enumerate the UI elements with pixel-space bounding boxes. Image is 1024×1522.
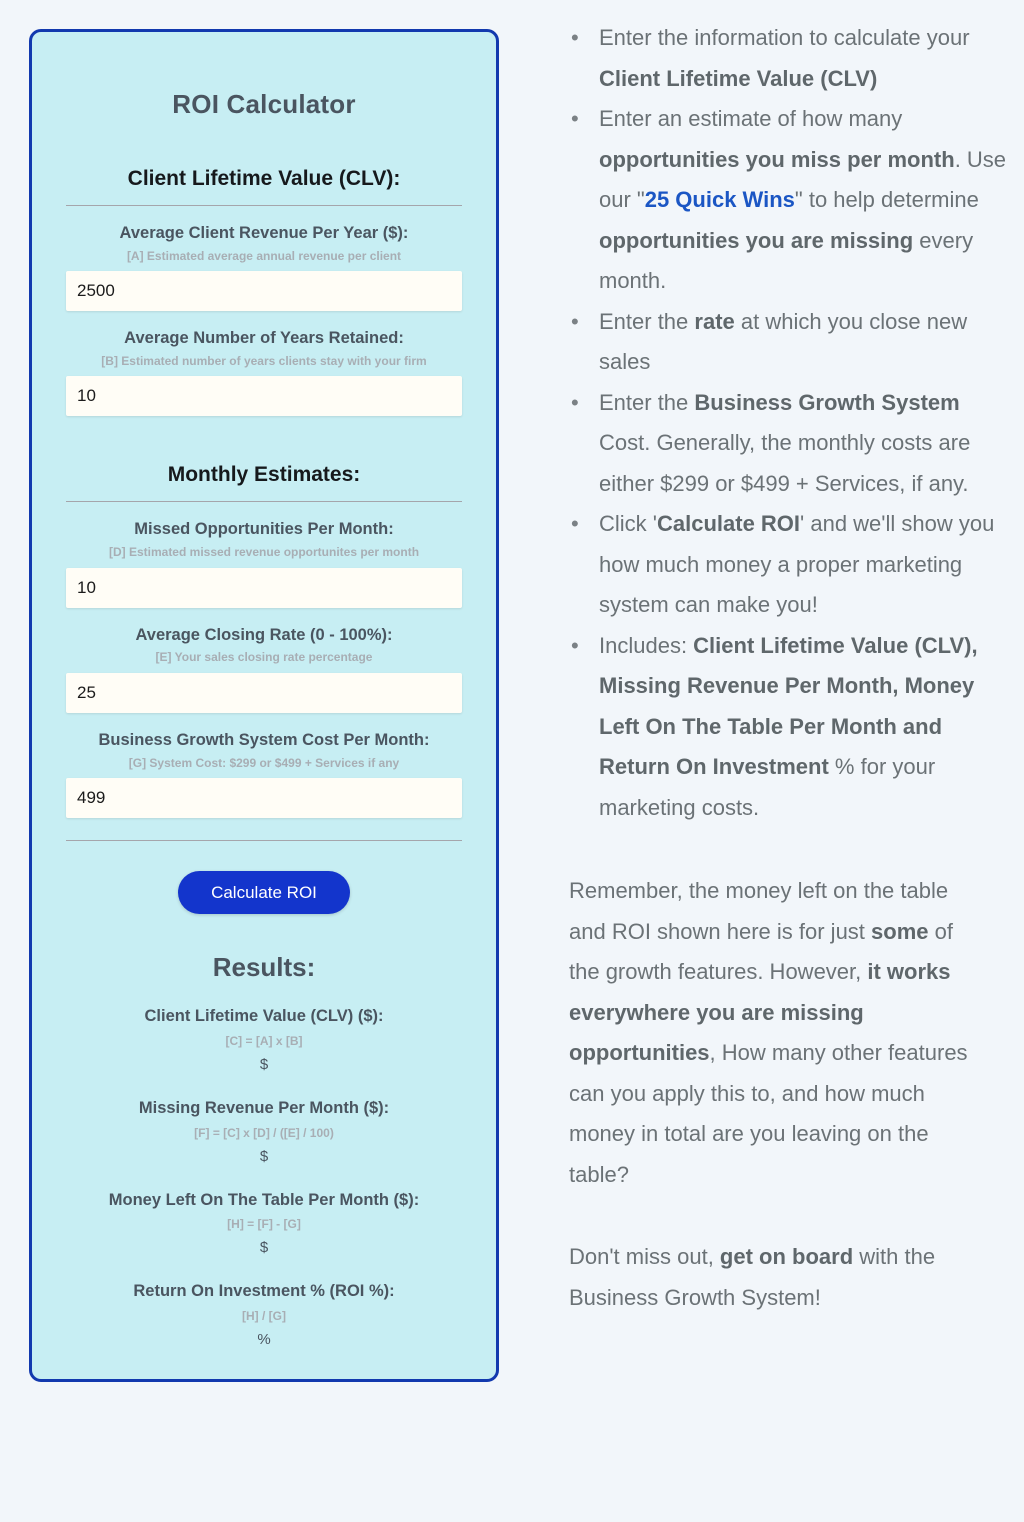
field-input[interactable] (66, 673, 462, 713)
field-input[interactable] (66, 376, 462, 416)
body-text: Enter the (599, 308, 695, 334)
body-text: Enter the information to calculate your (599, 25, 970, 50)
body-text: at which you close new sales (599, 308, 968, 374)
result-value: $ (259, 1055, 269, 1073)
emphasis-text: Client Lifetime Value (CLV) (599, 65, 878, 91)
emphasis-text: some (871, 918, 929, 944)
field-hint: [B] Estimated number of years clients stay with your firm (101, 353, 427, 368)
result-label: Client Lifetime Value (CLV) ($): (144, 1006, 384, 1025)
instruction-item (559, 18, 1014, 99)
result-value: % (257, 1331, 271, 1349)
results-title: Results: (212, 951, 316, 982)
instructions-list (529, 18, 1024, 828)
field-label: Average Client Revenue Per Year ($): (119, 224, 409, 242)
body-text: ' and we'll show you how much money a proper marketing system can make you! (599, 511, 995, 617)
body-text: Enter the (599, 389, 695, 415)
section-heading: Client Lifetime Value (CLV): (127, 167, 401, 190)
field-input[interactable] (66, 568, 462, 608)
result-value: $ (259, 1147, 269, 1165)
results-list (66, 1007, 462, 1349)
body-text: Includes: (599, 632, 694, 658)
field-hint: [D] Estimated missed revenue opportunites per month (108, 545, 420, 560)
result-block (66, 1007, 462, 1074)
instruction-item (559, 302, 1014, 383)
emphasis-text: opportunities you miss per month (599, 146, 955, 172)
field-hint: [A] Estimated average annual revenue per client (126, 248, 402, 263)
section-divider (66, 205, 462, 206)
result-block (66, 1099, 462, 1166)
field-label: Average Number of Years Retained: (124, 329, 404, 348)
field-label: Business Growth System Cost Per Month: (98, 730, 430, 749)
form-field (66, 224, 462, 311)
emphasis-text: Calculate ROI (656, 511, 801, 536)
calculate-button-row (66, 871, 462, 914)
body-text: every month. (599, 227, 974, 293)
emphasis-text: Business Growth System (694, 389, 960, 415)
body-text: . Use our " (599, 146, 1007, 212)
result-block (66, 1282, 462, 1349)
body-text: Click ' (599, 511, 657, 536)
result-formula: [H] / [G] (242, 1309, 286, 1324)
instructions-paragraphs (529, 871, 1024, 1318)
section-divider (66, 501, 462, 502)
quick-wins-link[interactable]: 25 Quick Wins (644, 187, 795, 212)
result-block (66, 1191, 462, 1258)
body-text: of the growth features. However, (569, 918, 953, 984)
section-heading: Monthly Estimates: (167, 463, 361, 487)
form-bottom-divider (66, 840, 462, 841)
emphasis-text: get on board (719, 1244, 854, 1269)
field-input[interactable] (66, 778, 462, 818)
result-value: $ (259, 1239, 269, 1257)
instructions-column (529, 0, 1024, 1318)
body-text: Don't miss out, (569, 1244, 720, 1269)
instruction-paragraph (529, 1237, 1024, 1318)
result-label: Missing Revenue Per Month ($): (138, 1098, 390, 1117)
emphasis-text: rate (694, 308, 735, 334)
instruction-item (559, 99, 1014, 302)
instruction-item (559, 626, 1014, 829)
result-formula: [C] = [A] x [B] (225, 1033, 303, 1048)
body-text: Enter an estimate of how many (599, 106, 903, 131)
emphasis-text: it works everywhere you are missing opportunities (569, 959, 951, 1065)
result-label: Return On Investment % (ROI %): (133, 1282, 395, 1301)
field-label: Average Closing Rate (0 - 100%): (135, 625, 393, 644)
field-hint: [G] System Cost: $299 or $499 + Services if any (128, 755, 400, 770)
calculator-column (0, 0, 529, 1412)
emphasis-text: Client Lifetime Value (CLV), Missing Revenue Per Month, Money Left On The Table Per Month and Return On Investment (599, 632, 978, 779)
instruction-item (559, 383, 1014, 505)
body-text: with the Business Growth System! (569, 1244, 936, 1310)
field-hint: [E] Your sales closing rate percentage (155, 650, 373, 665)
result-formula: [F] = [C] x [D] / ([E] / 100) (194, 1125, 334, 1140)
form-field (66, 520, 462, 607)
field-label: Missed Opportunities Per Month: (134, 520, 394, 539)
calculate-roi-button[interactable]: Calculate ROI (178, 871, 350, 914)
body-text: Remember, the money left on the table and ROI shown here is for just (569, 878, 949, 944)
calculator-sections (66, 167, 462, 841)
body-text: " to help determine (794, 187, 979, 212)
instruction-item (559, 504, 1014, 626)
page-title: ROI Calculator (172, 89, 356, 119)
result-label: Money Left On The Table Per Month ($): (108, 1190, 420, 1209)
instruction-paragraph (529, 871, 1024, 1195)
body-text: , How many other features can you apply this to, and how much money in total are you leaving on the table? (569, 1040, 968, 1187)
field-input[interactable] (66, 271, 462, 311)
result-formula: [H] = [F] - [G] (227, 1217, 301, 1232)
form-field (66, 731, 462, 818)
form-field (66, 329, 462, 416)
body-text: Cost. Generally, the monthly costs are either $299 or $499 + Services, if any. (599, 430, 971, 496)
body-text: % for your marketing costs. (599, 754, 936, 820)
form-field (66, 626, 462, 713)
roi-calculator-card (29, 29, 499, 1382)
emphasis-text: opportunities you are missing (599, 227, 914, 253)
